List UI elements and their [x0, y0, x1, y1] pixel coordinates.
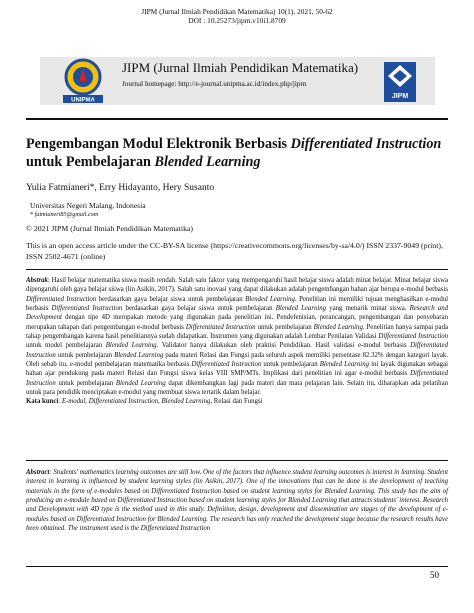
keywords: Kata kunci: E-modul, Differentiated Instruction, Blended Learning, Relasi dan Fungsi — [26, 398, 263, 406]
abstrak-label: Abstrak — [26, 277, 48, 284]
journal-logo-icon — [383, 61, 417, 103]
university-logo-text: UNIPMA — [71, 97, 95, 104]
article-title — [26, 135, 446, 171]
affiliation: Universitas Negeri Malang, Indonesia — [30, 201, 146, 210]
license-notice: This is an open access article under the CC-BY-SA license (https://creativecommons.org/licenses/by-sa/4.0/) ISSN 2337-9049 (print), ISSN 2502-4671 (online) — [26, 241, 443, 261]
abstract-label: Abstract — [26, 469, 50, 476]
abstract-top-divider — [26, 269, 448, 270]
running-header-citation: JIPM (Jurnal Ilmiah Pendidikan Matematika) 10(1), 2021, 50-62 — [141, 7, 333, 16]
abstract-english — [26, 468, 448, 533]
university-logo-icon — [58, 58, 108, 104]
abstrak: Abstrak: Hasil belajar matematika siswa masih rendah. Salah satu faktor yang mempengaruhi hasil belajar siswa adalah minat belajar. Minat belajar siswa dipengaruhi oleh gaya belajar siswa (lin Asikin, 2017). Salah satu inovasi yang dapat dilakukan adalah pengembangan bahan ajar berupa e-modul berbasis Differentiated Instruction berdasarkan gaya belajar siswa untuk pembelajaran Blended Learning. Penelitian ini memiliki tujuan menghasilkan e-modul berbasis Differentiated Instruction berdasarkan gaya belajar siswa untuk pembelajaran Blended Learning yang menarik minat siswa. Research and Development dengan tipe 4D merupakan metode yang digunakan pada penelitian ini. Pendefenisian, perancangan, pengembangan dan penyebaran merupakan tahapan dari pengembangan e-modul berbasis Differentiated Instruction untuk pembelajaran Blended Learning. Penelitian hanya sampai pada tahap pengembangan karena hasil penelitiannya sudah didapatkan. Instrumen yang digunakan adalah Lembar Penilaian Validasi Differentiated Instruction untuk model pembelajaran Blended Learning. Validator hanya dilakukan oleh praktisi Pendidikan. Hasil validasi e-modul berbasis Differentiated Instruction untuk pembelajaran Blended Learning pada materi Relasi dan Fungsi pada seluruh aspek memiliki persentase 82.32% dengan kategori layak. Oleh sebab itu, e-modul pembelajaran matematika berbasis Differentiated Instruction untuk pembelajaran Blended Learning ini layak digunakan sebagai bahan ajar pendukung pada materi Relasi dan Fungsi siswa kelas VIII SMP/MTs. Implikasi dari penelitian ini agar e-modul berbasis Differentiated Instruction untuk pembelajaran Blended Learning dapat dikembangkan lagi pada materi dan mata pelajaran lain. Selain itu, diharapkan ada pelatihan untuk para pendidik menciptakan e-modul yang membuat siswa tertarik dalam belajar. Kata kunci: E-modul, Differentiated Instruction, Blended Learning, Relasi dan Fungsi — [26, 277, 449, 406]
running-header-doi: DOI : 10.25273/jipm.v10i1.8709 — [188, 16, 286, 25]
keywords-label: Kata kunci — [26, 398, 59, 406]
journal-logo-text: JIPM — [391, 93, 409, 100]
title-text: Pengembangan Modul Elektronik Berbasis — [26, 136, 291, 152]
authors: Yulia Fatmianeri*, Erry Hidayanto, Hery Susanto — [26, 183, 215, 193]
abstract-text: : Students' mathematics learning outcomes are still low. One of the factors that influence student learning outcomes is interest in learning. Student interest in learning is influenced by student learning styles (lin Asikin, 2017). One of the innovations that can be done is the development of teaching materials in the form of e-modules based on Differentiated Instruction based on student learning styles for Blended Learning. This study has the aim of producing an e-module based on Differentiated Instruction based on student learning styles for Blended Learning that attracts students' interest. Research and Development with 4D type is the method used in this study. Definition, design, development and dissemination are stages of the development of e-modules based on Differentiated Instruction for Blended Learning. The research has only reached the development stage because the research results have been obtained. The instrument used is the Differentiated Instruction — [26, 469, 448, 533]
page-bottom-divider — [26, 566, 448, 567]
header-divider — [26, 118, 448, 120]
running-header — [0, 7, 474, 25]
abstract-mid-divider — [26, 460, 448, 461]
title-text: untuk Pembelajaran — [26, 154, 155, 170]
title-italic: Blended Learning — [154, 154, 261, 170]
page-number: 50 — [430, 570, 439, 580]
copyright-notice: © 2021 JIPM (Jurnal Ilmiah Pendidikan Matematika) — [26, 224, 194, 233]
corresponding-email[interactable]: * fatmianeri85@gmail.com — [30, 211, 99, 218]
journal-name: JIPM (Jurnal Ilmiah Pendidikan Matematika) — [122, 60, 359, 75]
journal-homepage[interactable]: Journal homepage: http://e-journal.unipma.ac.id/index.php/jipm — [122, 80, 307, 88]
title-italic: Differentiated Instruction — [290, 136, 442, 152]
